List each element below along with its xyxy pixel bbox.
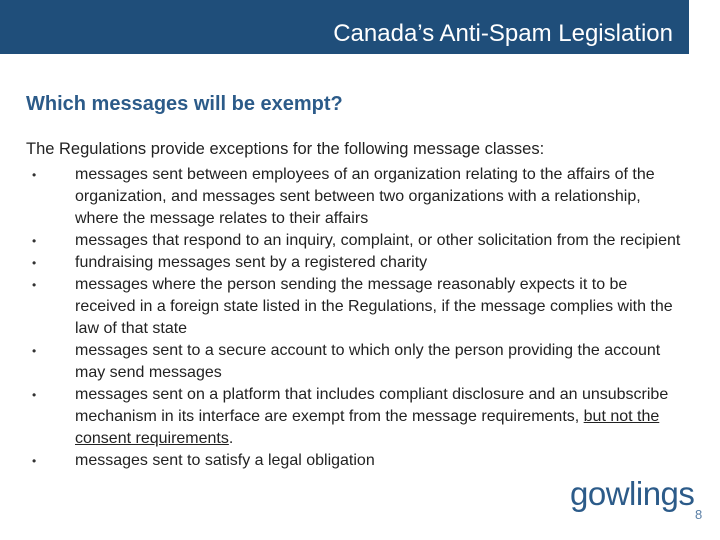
list-item [26, 384, 686, 450]
slide-title: Canada’s Anti-Spam Legislation [333, 20, 673, 47]
list-item-text: messages sent to satisfy a legal obligation [75, 452, 375, 469]
list-item-text-part: . [228, 430, 234, 447]
list-item [26, 274, 686, 340]
list-item-text: messages sent to a secure account to which only the person providing the account may send messages [75, 342, 661, 381]
underlined-text: but not the consent requirements [75, 408, 660, 447]
bullet-icon: • [32, 278, 37, 292]
list-item-text: messages sent between employees of an organization relating to the affairs of the organization, and messages sent between two organizations with a relationship, where the message relates to their affairs [75, 166, 655, 227]
bullet-icon: • [32, 388, 37, 402]
list-item [26, 450, 686, 472]
section-heading: Which messages will be exempt? [26, 93, 343, 115]
bullet-icon: • [32, 168, 37, 182]
list-item [26, 252, 686, 274]
list-item [26, 164, 686, 230]
list-item-text [75, 386, 668, 447]
bullet-icon: • [32, 454, 37, 468]
list-item [26, 340, 686, 384]
list-item-text: messages that respond to an inquiry, complaint, or other solicitation from the recipient [75, 232, 681, 249]
bullet-icon: • [32, 234, 37, 248]
list-item-text: messages where the person sending the message reasonably expects it to be received in a foreign state listed in the Regulations, if the message complies with the law of that state [75, 276, 673, 337]
intro-text: The Regulations provide exceptions for the following message classes: [26, 140, 545, 158]
gowlings-logo: gowlings [570, 475, 695, 512]
header-bar [0, 0, 689, 54]
bullet-icon: • [32, 256, 37, 270]
exemption-list [26, 164, 686, 472]
list-item-text-part: messages sent on a platform that includes compliant disclosure and an unsubscribe mechanism in its interface are exempt from the message requirements, [75, 386, 669, 425]
list-item-text: fundraising messages sent by a registered charity [75, 254, 428, 271]
list-item [26, 230, 686, 252]
page-number: 8 [695, 507, 703, 522]
bullet-icon: • [32, 344, 37, 358]
